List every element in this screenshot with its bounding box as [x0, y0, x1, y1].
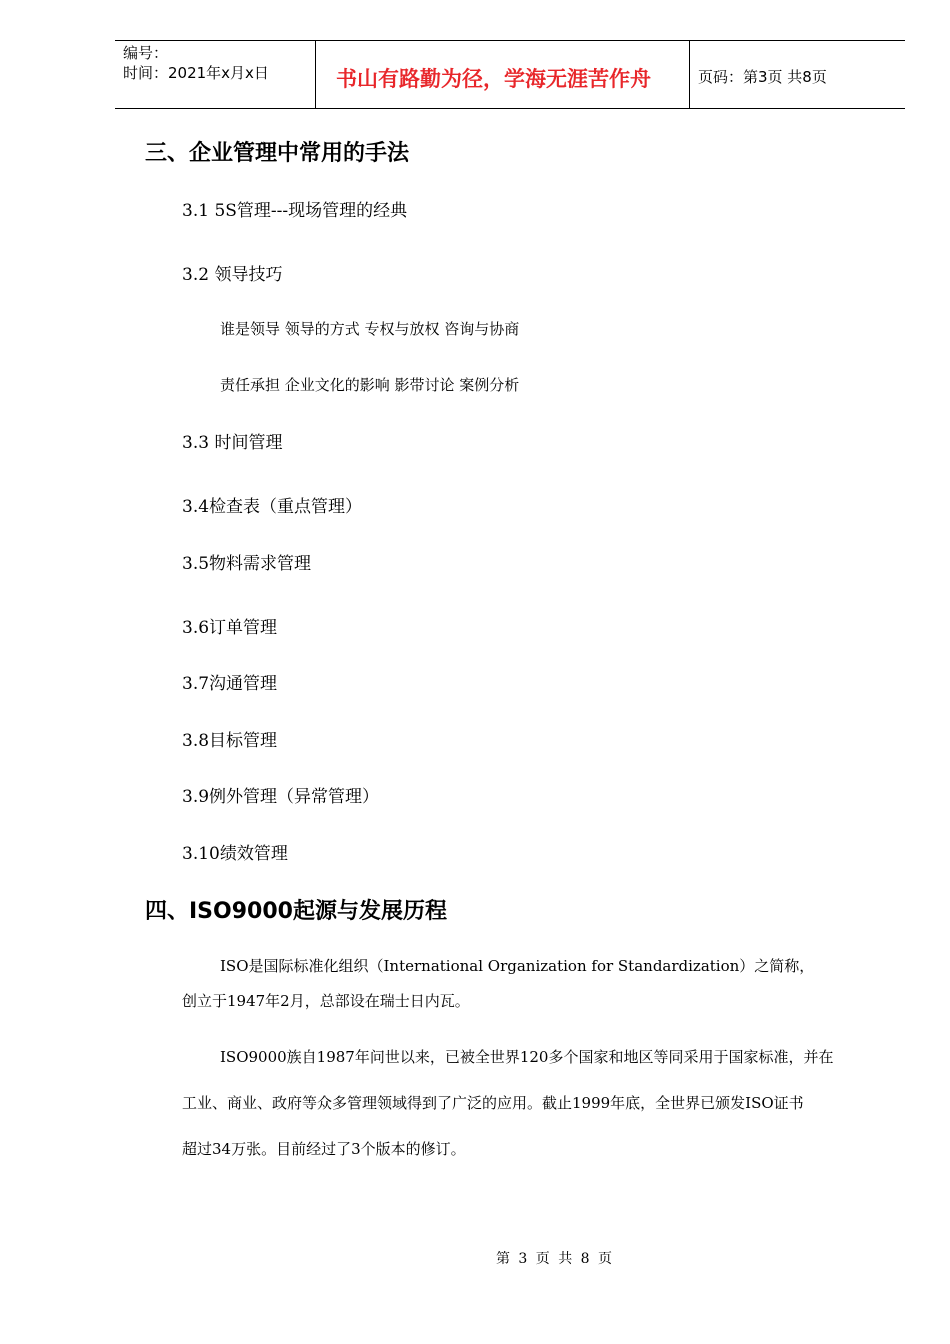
section3-item-1: 3.1 5S管理---现场管理的经典	[182, 201, 408, 221]
leadership-topics-line-2: 责任承担 企业文化的影响 影带讨论 案例分析	[220, 376, 520, 394]
header-page-info: 页码：第3页 共8页	[698, 68, 827, 86]
section4-paragraph1-line1: ISO是国际标准化组织（International Organization for Standardization）之简称，	[220, 957, 815, 975]
section3-item-10: 3.10绩效管理	[182, 844, 288, 864]
section4-paragraph1-line2: 创立于1947年2月，总部设在瑞士日内瓦。	[182, 992, 470, 1010]
section3-item-4: 3.4检查表（重点管理）	[182, 497, 363, 517]
page-footer: 第 3 页 共 8 页	[495, 1251, 615, 1267]
section3-item-5: 3.5物料需求管理	[182, 554, 312, 574]
page-header	[115, 40, 905, 109]
leadership-topics-line-1: 谁是领导 领导的方式 专权与放权 咨询与协商	[220, 320, 520, 338]
section3-item-3: 3.3 时间管理	[182, 433, 283, 453]
section4-title: 四、ISO9000起源与发展历程	[145, 899, 447, 924]
section4-paragraph2-line2: 工业、商业、政府等众多管理领域得到了广泛的应用。截止1999年底，全世界已颁发ISO证书	[182, 1094, 804, 1112]
section3-item-9: 3.9例外管理（异常管理）	[182, 787, 380, 807]
section3-item-2: 3.2 领导技巧	[182, 265, 283, 285]
section3-title: 三、企业管理中常用的手法	[145, 141, 410, 166]
header-motto: 书山有路勤为径，学海无涯苦作舟	[336, 67, 651, 91]
header-time-label: 时间：2021年x月x日	[123, 64, 269, 82]
section3-item-8: 3.8目标管理	[182, 731, 278, 751]
section3-item-7: 3.7沟通管理	[182, 674, 278, 694]
section3-item-6: 3.6订单管理	[182, 618, 278, 638]
header-meta-cell	[115, 41, 316, 108]
header-motto-cell	[316, 41, 690, 108]
header-page-cell	[690, 41, 905, 108]
header-number-label: 编号：	[123, 44, 169, 62]
section4-paragraph2-line1: ISO9000族自1987年问世以来，已被全世界120多个国家和地区等同采用于国家标准，并在	[220, 1048, 834, 1066]
section4-paragraph2-line3: 超过34万张。目前经过了3个版本的修订。	[182, 1140, 466, 1158]
